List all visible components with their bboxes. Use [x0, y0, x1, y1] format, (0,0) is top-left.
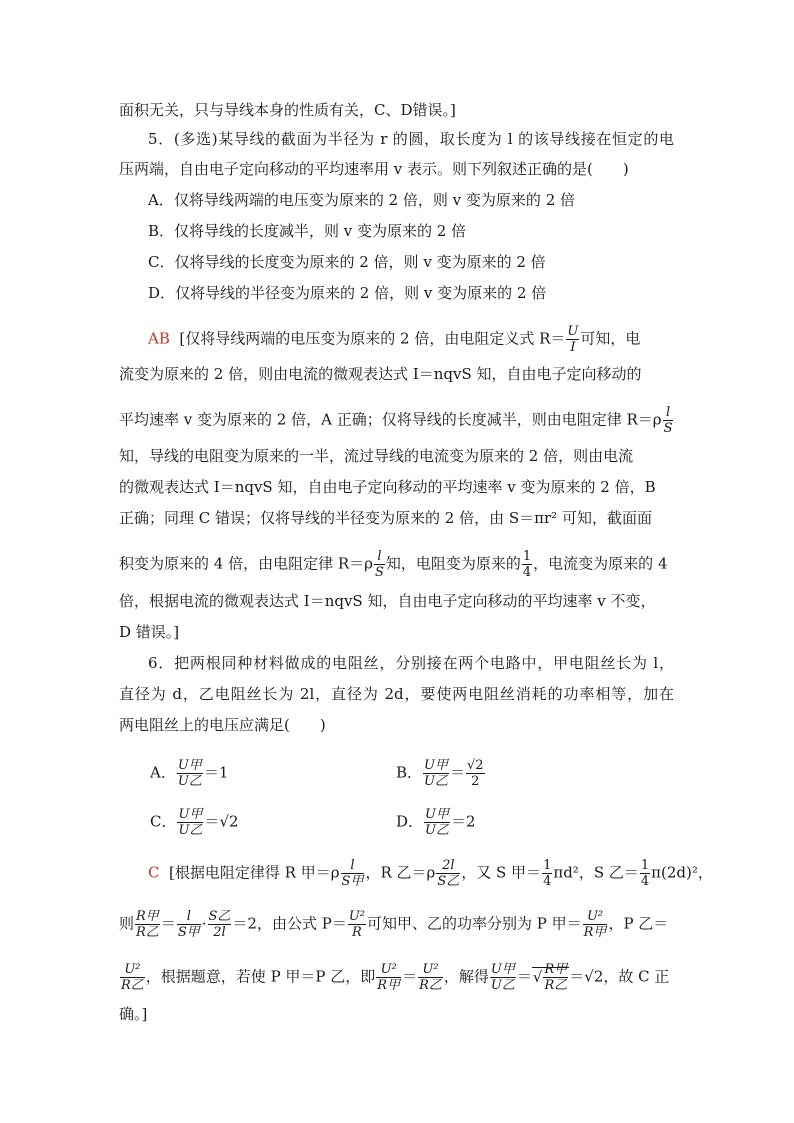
q5-solution-line6: 正确；同理 C 错误；仅将导线的半径变为原来的 2 倍，由 S＝πr² 可知，截面面 [119, 509, 652, 527]
fraction: U甲 U乙 [490, 962, 515, 993]
q6-solution-line1: C [根据电阻定律得 R 甲＝ρ l S甲 ，R 乙＝ρ 2l S乙 ，又 S 甲＝ $\frac{1}{4}$ πd²，S 乙＝ $\frac{1}{4}$ π(2d)²， [148, 858, 713, 889]
q5-solution-line5: 的微观表达式 I＝nqvS 知，自由电子定向移动的平均速率 v 变为原来的 2 倍，B [119, 478, 656, 496]
text-line: 面积无关，只与导线本身的性质有关，C、D错误。] [119, 101, 456, 119]
q5-option-b: B．仅将导线的长度减半，则 v 变为原来的 2 倍 [148, 222, 467, 240]
q6-solution-line3: U² R乙 ，根据题意，若使 P 甲＝P 乙，即 U² R甲 ＝ U² R乙 ，解得 U甲 U乙 ＝√ R甲 R乙 ＝√2，故 C 正 [121, 962, 670, 993]
fraction: U甲 U乙 [177, 758, 202, 789]
fraction: U² R甲 [377, 962, 401, 993]
q5-stem-line2: 压两端，自由电子定向移动的平均速率用 v 表示。则下列叙述正确的是( ) [119, 160, 629, 178]
q6-answer: C [148, 863, 160, 882]
fraction: l S甲 [341, 858, 364, 889]
fraction: S乙 2l [208, 909, 231, 940]
q5-stem-line1: 5．(多选)某导线的截面为半径为 r 的圆，取长度为 l 的该导线接在恒定的电 [148, 130, 674, 148]
q6-option-a: A． U甲 U乙 ＝1 [150, 758, 229, 789]
fraction: $\frac{l}{S}$ [374, 549, 384, 580]
fraction: U² R甲 [583, 909, 607, 940]
q6-stem-line2: 直径为 d，乙电阻丝长为 2l，直径为 2d，要使两电阻丝消耗的功率相等，加在 [119, 685, 674, 703]
fraction: R甲 R乙 [544, 962, 568, 993]
q6-option-c: C． U甲 U乙 ＝√2 [150, 807, 239, 838]
fraction: 2l S乙 [437, 858, 460, 889]
q5-option-a: A．仅将导线两端的电压变为原来的 2 倍，则 v 变为原来的 2 倍 [148, 191, 576, 209]
q6-option-b: B． U甲 U乙 ＝ $\frac{√2}{2}$ [396, 758, 484, 789]
q6-stem-line3: 两电阻丝上的电压应满足( ) [119, 716, 326, 734]
q5-solution-line7: 积变为原来的 4 倍，由电阻定律 R＝ρ $\frac{l}{S}$ 知，电阻变为原来的 $\frac{1}{4}$ ，电流变为原来的 4 [119, 549, 668, 580]
fraction: R甲 R乙 [136, 909, 159, 940]
q5-solution-line8: 倍，根据电流的微观表达式 I＝nqvS 知，自由电子定向移动的平均速率 v 不变， [119, 592, 656, 610]
fraction: $\frac{U}{I}$ [567, 324, 579, 355]
fraction: $\frac{1}{4}$ [522, 549, 532, 580]
q5-option-c: C．仅将导线的长度变为原来的 2 倍，则 v 变为原来的 2 倍 [148, 253, 546, 271]
fraction: $\frac{√2}{2}$ [467, 758, 484, 789]
q5-solution-line3: 平均速率 v 变为原来的 2 倍，A 正确；仅将导线的长度减半，则由电阻定律 R＝ρ $\frac{l}{S}$ [119, 405, 673, 436]
q5-option-d: D．仅将导线的半径变为原来的 2 倍，则 v 变为原来的 2 倍 [148, 284, 547, 302]
fraction: U甲 U乙 [178, 807, 203, 838]
q5-solution-line1: AB [仅将导线两端的电压变为原来的 2 倍，由电阻定义式 R＝ $\frac{U}{I}$ 可知，电 [148, 324, 641, 355]
q6-solution-line4: 确。] [119, 1005, 148, 1023]
fraction: l S甲 [177, 909, 200, 940]
q6-option-d: D． U甲 U乙 ＝2 [396, 807, 476, 838]
q5-solution-line9: D 错误。] [119, 623, 180, 641]
q6-solution-line2: 则 R甲 R乙 ＝ l S甲 · S乙 2l ＝2，由公式 P＝ $\frac{\text{U²}}{R}$ 可知甲、乙的功率分别为 P 甲＝ U² R甲 ，P 乙＝ [119, 909, 669, 940]
fraction: $\frac{1}{4}$ [640, 858, 650, 889]
fraction: U甲 U乙 [424, 758, 448, 789]
q6-stem-line1: 6．把两根同种材料做成的电阻丝，分别接在两个电路中，甲电阻丝长为 l， [148, 654, 674, 672]
q5-solution-line4: 知，导线的电阻变为原来的一半，流过导线的电流变为原来的 2 倍，则由电流 [119, 447, 634, 465]
fraction: $\frac{\text{U²}}{R}$ [348, 909, 365, 940]
fraction: $\frac{1}{4}$ [543, 858, 552, 889]
fraction: U² R乙 [121, 962, 144, 993]
q5-answer: AB [148, 329, 170, 348]
fraction: U² R乙 [419, 962, 442, 993]
fraction: U甲 U乙 [425, 807, 449, 838]
q5-solution-line2: 流变为原来的 2 倍，则由电流的微观表达式 I＝nqvS 知，自由电子定向移动的 [119, 365, 642, 383]
fraction: $\frac{l}{S}$ [663, 405, 673, 436]
